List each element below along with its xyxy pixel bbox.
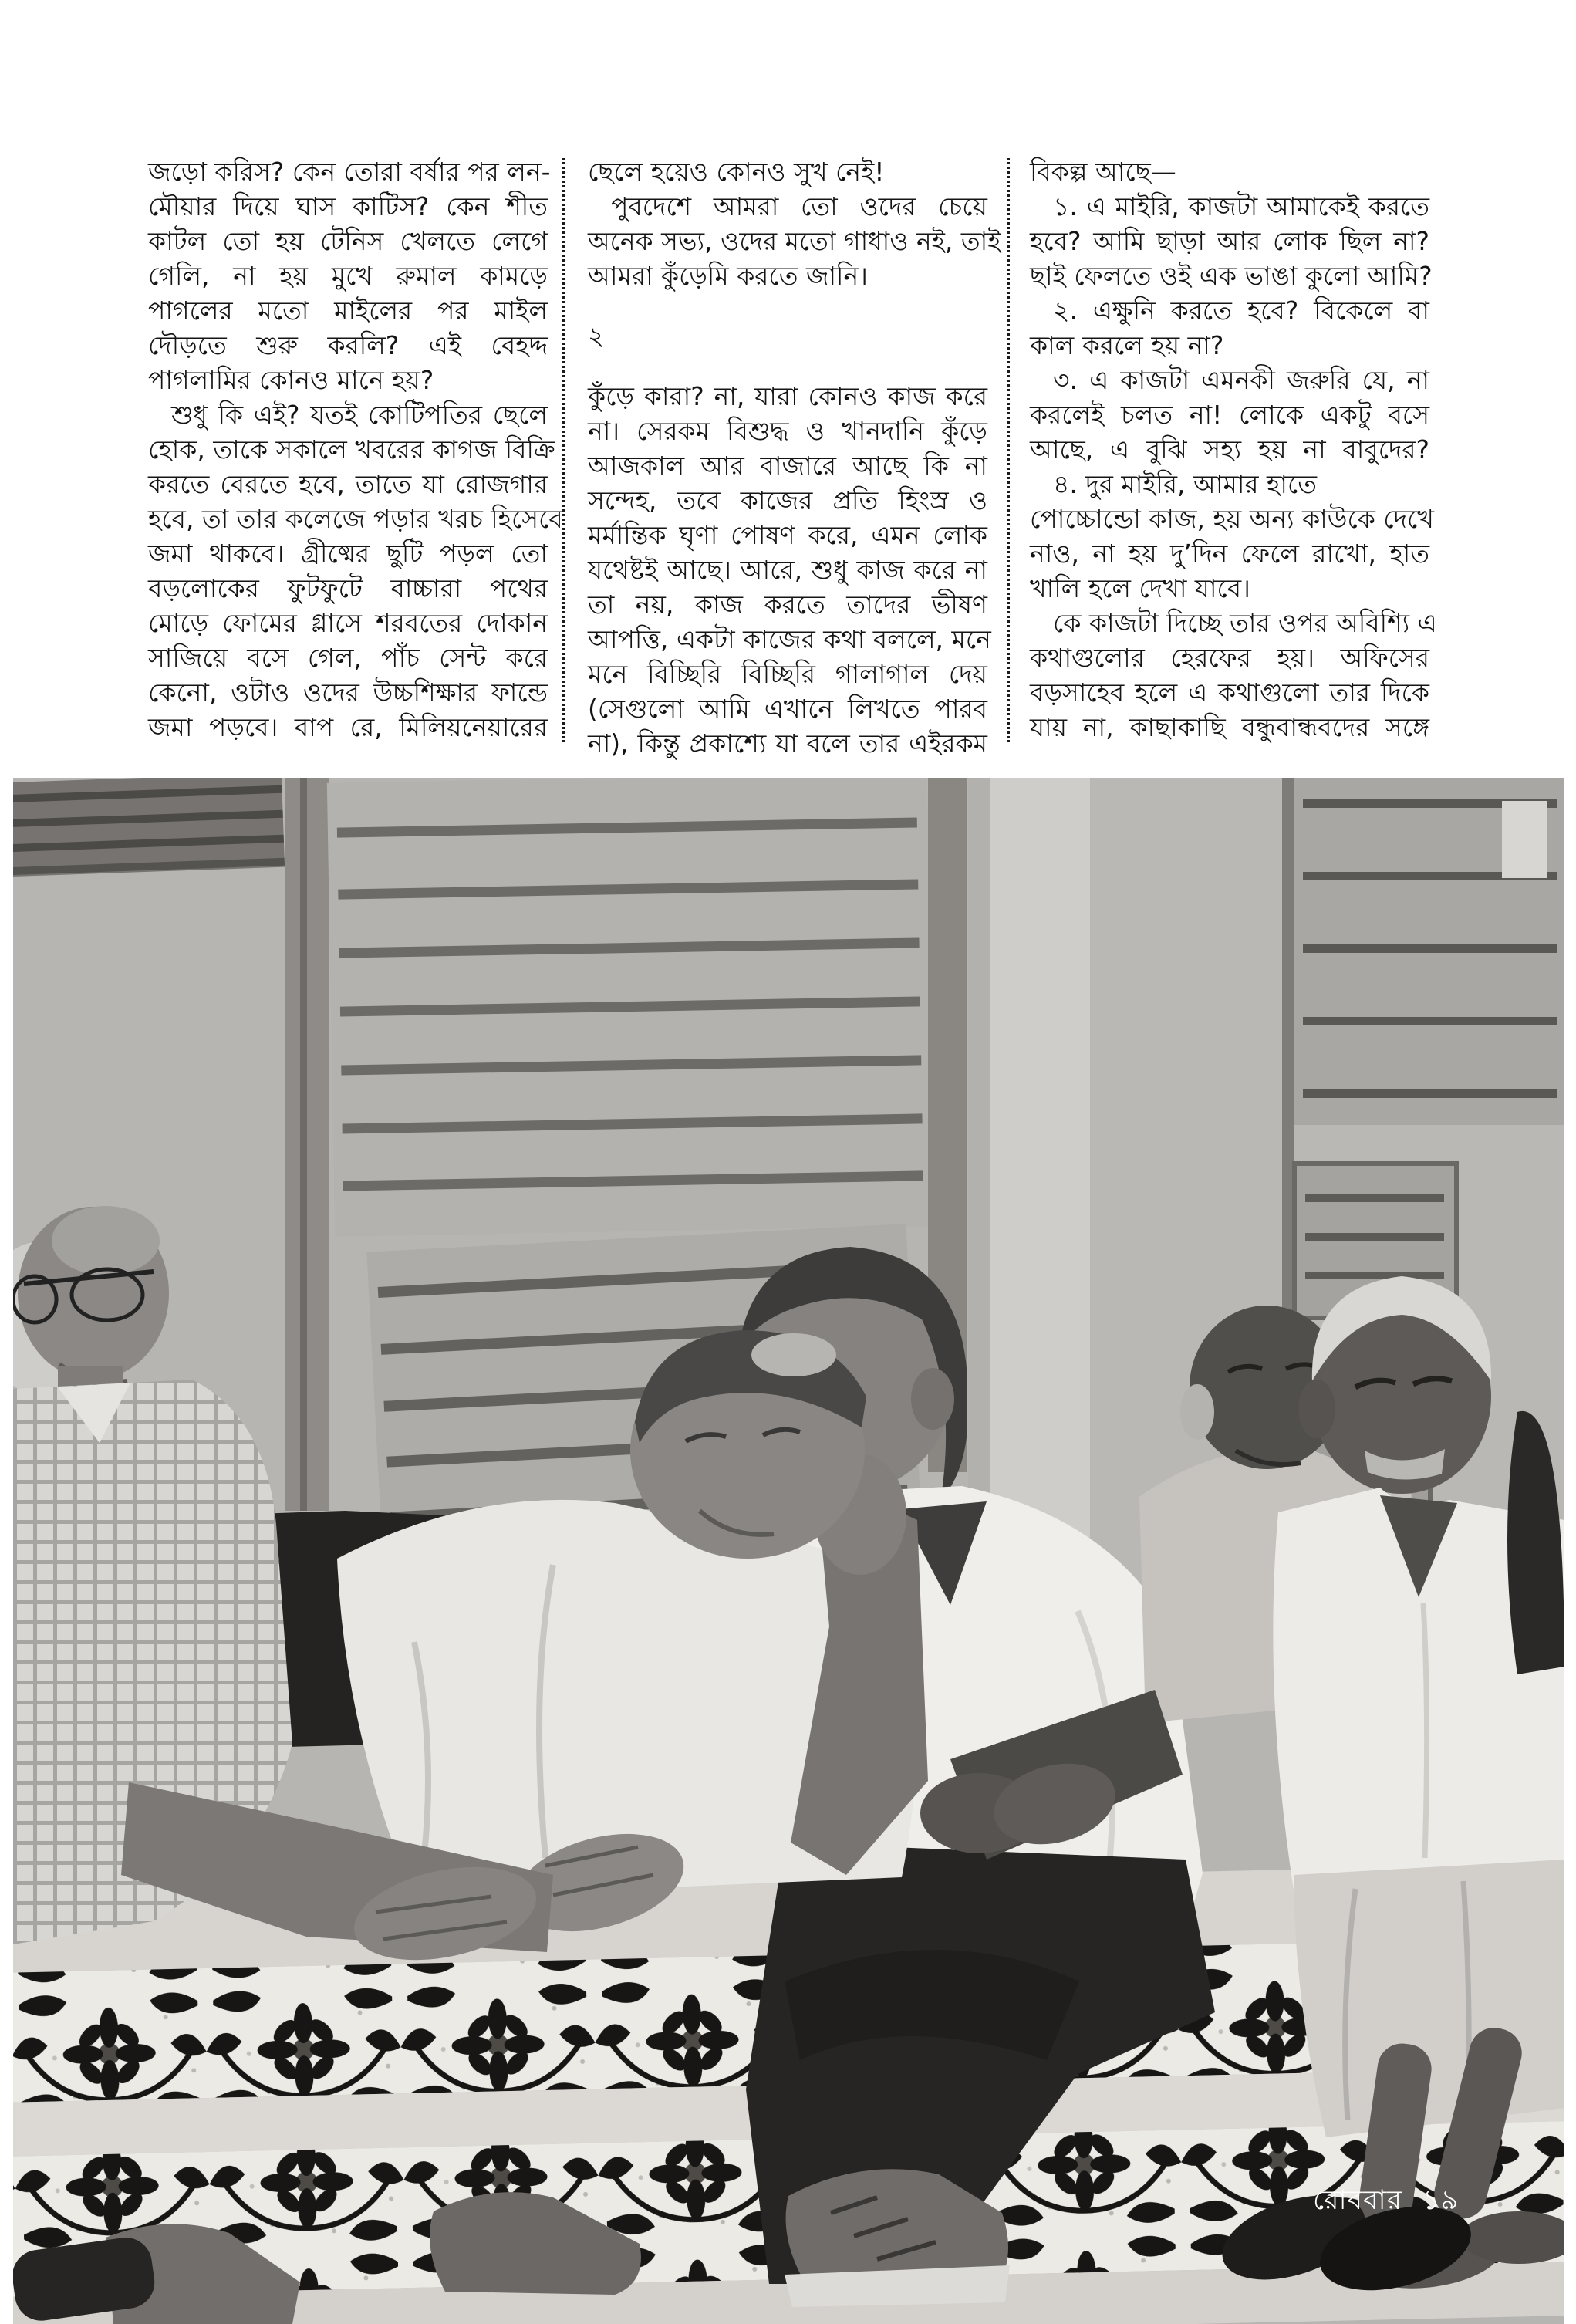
text-line: ২. এক্ষুনি করতে হবে? বিকেলে বা	[1053, 296, 1429, 326]
column-divider-1	[562, 158, 565, 742]
text-line: ছাই ফেলতে ওই এক ভাঙা কুলো আমি?	[1030, 261, 1433, 291]
text-line: মৌয়ার দিয়ে ঘাস কাটিস? কেন শীত	[148, 191, 548, 221]
text-line: পাগলামির কোনও মানে হয়?	[148, 365, 434, 395]
page-number: ১৯	[1422, 2185, 1460, 2216]
blank-line	[588, 293, 987, 319]
article-column-1	[148, 154, 563, 745]
text-line: কাটল তো হয় টেনিস খেলতে লেগে	[148, 226, 548, 256]
text-line: ২	[588, 321, 605, 351]
text-line: ৪. দুর মাইরি, আমার হাতে	[1053, 469, 1317, 499]
lungi	[1294, 1860, 1564, 2137]
text-line: ছেলে হয়েও কোনও সুখ নেই!	[588, 157, 885, 187]
text-line: দৌড়তে শুরু করলি? এই বেহদ্দ	[148, 330, 548, 360]
text-line: শুধু কি এই? যতই কোটিপতির ছেলে	[171, 400, 548, 430]
text-line: কথাগুলোর হেরফের হয়। অফিসের	[1030, 643, 1429, 673]
text-line: পাগলের মতো মাইলের পর মাইল	[148, 296, 548, 326]
text-line: আপত্তি, একটা কাজের কথা বললে, মনে	[588, 624, 991, 654]
text-line: হোক, তাকে সকালে খবরের কাগজ বিক্রি	[148, 434, 555, 464]
text-line: না। সেরকম বিশুদ্ধ ও খানদানি কুঁড়ে	[588, 416, 987, 446]
shutter-top-left	[13, 778, 285, 877]
text-line: মোড়ে ফোমের গ্লাসে শরবতের দোকান	[148, 608, 548, 638]
text-line: পুবদেশে আমরা তো ওদের চেয়ে	[611, 191, 987, 221]
text-line: কুঁড়ে কারা? না, যারা কোনও কাজ করে	[588, 381, 987, 411]
text-line: মনে বিচ্ছিরি বিচ্ছিরি গালাগাল দেয়	[588, 659, 987, 689]
text-line: হবে? আমি ছাড়া আর লোক ছিল না?	[1030, 226, 1429, 256]
text-line: বড়লোকের ফুটফুটে বাচ্চারা পথের	[148, 573, 548, 603]
text-line: বড়সাহেব হলে এ কথাগুলো তার দিকে	[1030, 677, 1429, 708]
photograph	[13, 778, 1564, 2324]
text-line: ১. এ মাইরি, কাজটা আমাকেই করতে	[1053, 191, 1429, 221]
wall-vent-box	[1502, 801, 1547, 878]
frame-shadow-line	[300, 778, 307, 1511]
text-line: নাও, না হয় দু’দিন ফেলে রাখো, হাত	[1030, 539, 1429, 569]
text-line: কাল করলে হয় না?	[1030, 330, 1224, 360]
text-line: যায় না, কাছাকাছি বন্ধুবান্ধবদের সঙ্গে	[1030, 712, 1429, 742]
blank-line	[588, 353, 987, 379]
text-line: সন্দেহ, তবে কাজের প্রতি হিংস্র ও	[588, 485, 987, 515]
text-line: গেলি, না হয় মুখে রুমাল কামড়ে	[148, 261, 548, 291]
louvered-shutter-upper	[327, 778, 935, 1237]
text-line: পোচ্চোন্ডো কাজ, হয় অন্য কাউকে দেখে	[1030, 504, 1434, 534]
footer-page-label	[1313, 2179, 1459, 2224]
text-line: বিকল্প আছে—	[1030, 157, 1176, 187]
text-line: জমা থাকবে। গ্রীষ্মের ছুটি পড়ল তো	[148, 539, 548, 569]
text-line: আজকাল আর বাজারে আছে কি না	[588, 451, 987, 481]
text-line: (সেগুলো আমি এখানে লিখতে পারব	[588, 694, 987, 724]
text-line: কে কাজটা দিচ্ছে তার ওপর অবিশ্যি এ	[1053, 608, 1437, 638]
text-line: জমা পড়বে। বাপ রে, মিলিয়নেয়ারের	[148, 712, 548, 742]
text-line: যথেষ্টই আছে। আরে, শুধু কাজ করে না	[588, 555, 987, 585]
text-line: সাজিয়ে বসে গেল, পাঁচ সেন্ট করে	[148, 643, 548, 673]
magazine-name: রোববার	[1313, 2185, 1402, 2216]
text-line: করলেই চলত না! লোকে একটু বসে	[1030, 400, 1429, 430]
text-line: না), কিন্তু প্রকাশ্যে যা বলে তার এইরকম	[588, 728, 987, 758]
text-line: তা নয়, কাজ করতে তাদের ভীষণ	[588, 589, 987, 620]
text-line: আমরা কুঁড়েমি করতে জানি।	[588, 261, 868, 291]
text-line: মর্মান্তিক ঘৃণা পোষণ করে, এমন লোক	[588, 520, 987, 550]
text-line: কেনো, ওটাও ওদের উচ্চশিক্ষার ফান্ডে	[148, 677, 548, 708]
text-line: জড়ো করিস? কেন তোরা বর্ষার পর লন-	[148, 157, 551, 187]
text-line: হবে, তা তার কলেজে পড়ার খরচ হিসেবে	[148, 504, 563, 534]
article-column-2	[588, 154, 1001, 761]
article-column-3	[1030, 154, 1437, 745]
photo-illustration	[13, 778, 1564, 2324]
text-line: ৩. এ কাজটা এমনকী জরুরি যে, না	[1053, 365, 1429, 395]
text-line: খালি হলে দেখা যাবে।	[1030, 573, 1250, 603]
text-line: অনেক সভ্য, ওদের মতো গাধাও নই, তাই	[588, 226, 1001, 256]
text-line: করতে বেরতে হবে, তাতে যা রোজগার	[148, 469, 548, 499]
text-line: আছে, এ বুঝি সহ্য হয় না বাবুদের?	[1030, 434, 1429, 464]
column-divider-2	[1007, 158, 1010, 742]
